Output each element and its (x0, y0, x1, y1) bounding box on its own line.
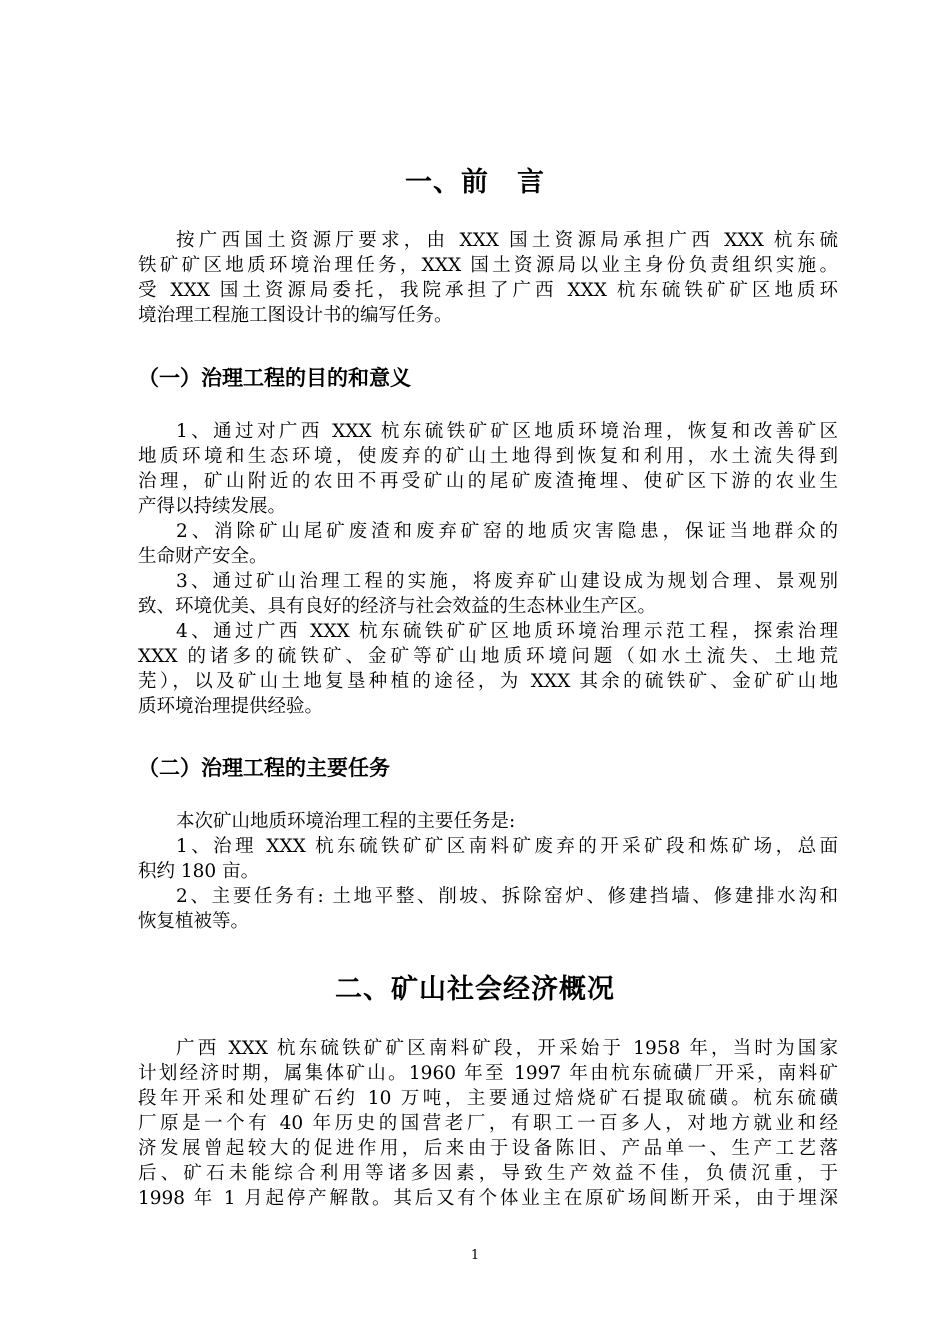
paragraph-line: 后、矿石未能综合利用等诸多因素，导致生产效益不佳，负债沉重，于 (138, 1163, 838, 1184)
paragraph-line: 本次矿山地质环境治理工程的主要任务是: (176, 811, 516, 832)
chapter-title-socioeconomic: 二、矿山社会经济概况 (335, 974, 615, 1005)
section-heading-tasks: （二）治理工程的主要任务 (138, 756, 390, 780)
paragraph-line: 1、治理 XXX 杭东硫铁矿矿区南料矿废弃的开采矿段和炼矿场，总面 (176, 836, 838, 857)
page-number: 1 (470, 1248, 480, 1263)
paragraph-line: 4、通过广西 XXX 杭东硫铁矿矿区地质环境治理示范工程，探索治理 (176, 621, 838, 642)
paragraph-line: 济发展曾起较大的促进作用，后来由于设备陈旧、产品单一、生产工艺落 (138, 1138, 838, 1159)
paragraph-line: 恢复植被等。 (138, 911, 250, 932)
paragraph-line: 致、环境优美、具有良好的经济与社会效益的生态林业生产区。 (138, 596, 657, 617)
paragraph-line: 3、通过矿山治理工程的实施，将废弃矿山建设成为规划合理、景观别 (176, 571, 838, 592)
paragraph-line: 地质环境和生态环境，使废弃的矿山土地得到恢复和利用，水土流失得到 (138, 446, 838, 467)
paragraph-line: 生命财产安全。 (138, 546, 268, 567)
paragraph-line: 1、通过对广西 XXX 杭东硫铁矿矿区地质环境治理，恢复和改善矿区 (176, 421, 838, 442)
paragraph-line: 段年开采和处理矿石约 10 万吨，主要通过焙烧矿石提取硫磺。杭东硫磺 (138, 1088, 838, 1109)
paragraph-line: 质环境治理提供经验。 (138, 696, 324, 717)
paragraph-line: 积约 180 亩。 (138, 861, 260, 882)
paragraph-line: 计划经济时期，属集体矿山。1960 年至 1997 年由杭东硫磺厂开采，南料矿 (138, 1063, 838, 1084)
paragraph-line: 按广西国土资源厅要求，由 XXX 国土资源局承担广西 XXX 杭东硫 (176, 230, 838, 251)
chapter-title-preface: 一、前 言 (405, 167, 545, 198)
paragraph-line: XXX 的诸多的硫铁矿、金矿等矿山地质环境问题（如水土流失、土地荒 (138, 646, 838, 667)
paragraph-line: 2、消除矿山尾矿废渣和废弃矿窑的地质灾害隐患，保证当地群众的 (176, 521, 838, 542)
paragraph-line: 产得以持续发展。 (138, 496, 287, 517)
section-heading-purpose: （一）治理工程的目的和意义 (138, 366, 411, 390)
paragraph-line: 芜），以及矿山土地复垦种植的途径，为 XXX 其余的硫铁矿、金矿矿山地 (138, 671, 838, 692)
paragraph-line: 受 XXX 国土资源局委托，我院承担了广西 XXX 杭东硫铁矿矿区地质环 (138, 280, 838, 301)
paragraph-line: 厂原是一个有 40 年历史的国营老厂，有职工一百多人，对地方就业和经 (138, 1113, 838, 1134)
paragraph-line: 2、主要任务有: 土地平整、削坡、拆除窑炉、修建挡墙、修建排水沟和 (176, 886, 838, 907)
paragraph-line: 1998 年 1 月起停产解散。其后又有个体业主在原矿场间断开采，由于埋深 (138, 1188, 838, 1209)
paragraph-line: 治理，矿山附近的农田不再受矿山的尾矿废渣掩埋、使矿区下游的农业生 (138, 471, 838, 492)
paragraph-line: 境治理工程施工图设计书的编写任务。 (138, 305, 453, 326)
paragraph-line: 铁矿矿区地质环境治理任务，XXX 国土资源局以业主身份负责组织实施。 (138, 255, 838, 276)
paragraph-line: 广西 XXX 杭东硫铁矿矿区南料矿段，开采始于 1958 年，当时为国家 (176, 1038, 838, 1059)
